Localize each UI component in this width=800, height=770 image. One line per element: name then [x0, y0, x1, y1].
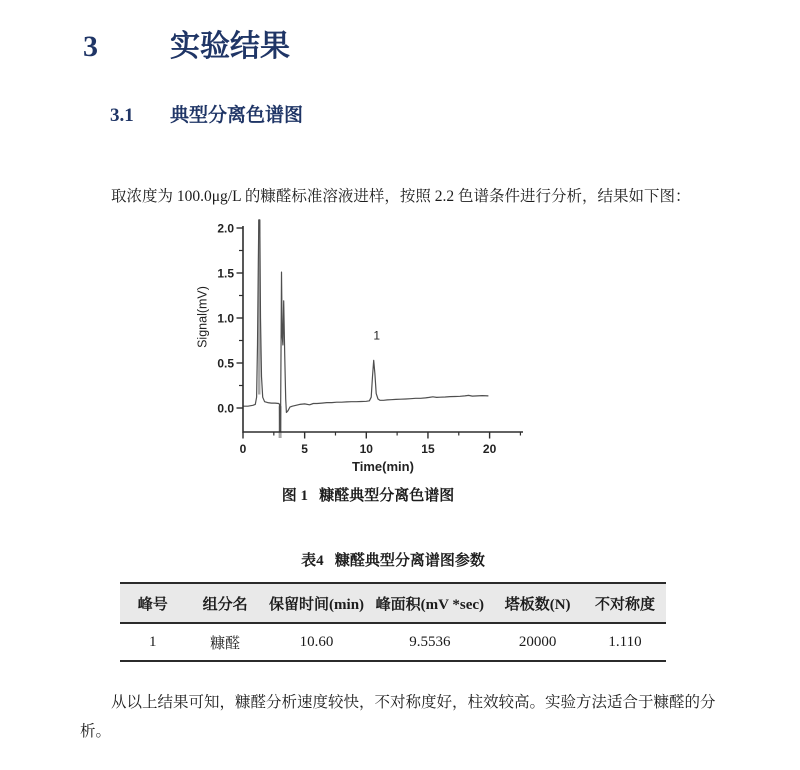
subsection-title: 典型分离色谱图 [170, 105, 304, 126]
table-cell: 20000 [518, 633, 557, 650]
axes-lines [243, 226, 523, 432]
y-tick-label: 0.0 [217, 401, 234, 416]
table-title: 表4 糠醛典型分离谱图参数 [301, 553, 485, 569]
table-cell: 糠醛 [210, 635, 241, 652]
y-tick-label: 1.0 [217, 311, 234, 326]
section-heading [83, 30, 290, 64]
table-header-cell: 不对称度 [595, 596, 656, 613]
chromatogram-chart [190, 210, 546, 478]
intro-paragraph: 取浓度为 100.0μg/L 的糠醛标准溶液进样，按照 2.2 色谱条件进行分析，结果如下图： [111, 187, 691, 205]
x-tick-label: 5 [301, 442, 308, 456]
table-header-cell: 保留时间(min) [269, 596, 365, 613]
y-tick-label: 0.5 [217, 356, 234, 371]
figure-caption: 图 1 糠醛典型分离色谱图 [281, 488, 455, 504]
table-cell: 9.5536 [409, 633, 451, 650]
table-cell: 1 [149, 633, 157, 650]
y-tick-label: 2.0 [217, 221, 234, 236]
section-number: 3 [83, 30, 98, 63]
y-axis-label: Signal(mV) [195, 286, 210, 348]
conclusion-paragraph: 从以上结果可知，糠醛分析速度较快，不对称度好，柱效较高。实验方法适合于糠醛的分析。 [80, 693, 716, 740]
subsection-heading [110, 104, 303, 128]
x-tick-label: 15 [421, 442, 435, 456]
table-header-cell: 塔板数(N) [504, 596, 571, 613]
chromatogram-figure [190, 210, 546, 478]
peak-label: 1 [373, 328, 381, 343]
x-tick-label: 0 [239, 442, 247, 456]
subsection-number: 3.1 [110, 105, 134, 126]
x-axis-label: Time(min) [352, 459, 414, 474]
section-title: 实验结果 [170, 30, 290, 63]
table-header-row [120, 583, 666, 623]
table-header-cell: 峰号 [137, 596, 168, 613]
peak-parameters-table [120, 582, 666, 662]
y-tick-label: 1.5 [217, 266, 234, 281]
table-header-cell: 组分名 [202, 596, 248, 613]
table-header-cell: 峰面积(mV *sec) [375, 596, 485, 613]
chromatogram-trace [243, 220, 488, 432]
x-tick-label: 10 [359, 442, 373, 456]
x-tick-label: 20 [482, 442, 497, 456]
table-row [120, 623, 666, 661]
table-cell: 10.60 [299, 633, 334, 650]
table-cell: 1.110 [608, 633, 642, 650]
table-body [120, 623, 666, 661]
